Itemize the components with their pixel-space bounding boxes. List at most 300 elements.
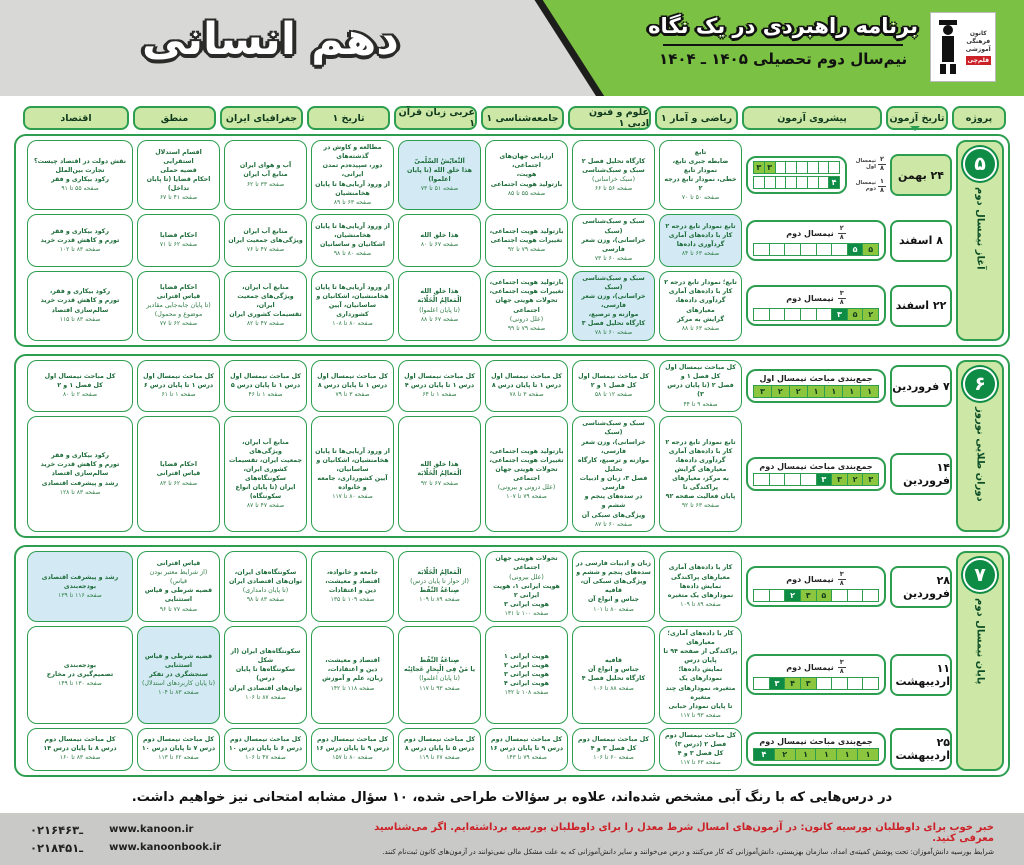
- progress-cell: ۳: [753, 161, 765, 174]
- subject-line: کل مباحث نیمسال اول: [143, 373, 214, 381]
- subject-cell-jameeshenasi: [485, 416, 568, 532]
- subject-line: آیین کشورداری، جامعه و خانواده: [317, 475, 388, 492]
- page-ref: صفحه ۵۶ تا ۶۶: [594, 185, 633, 193]
- subject-line: نمایش داده‌ها: [679, 582, 722, 590]
- subject-line: درس ۵ تا پایان درس ۸: [404, 745, 475, 753]
- subject-line: گردآوری داده‌ها، معیارهای گرایش: [674, 456, 727, 473]
- project-number-badge: ۷: [963, 558, 997, 592]
- exam-date-box: ۱۴ فروردین: [890, 453, 952, 495]
- progress-column: [746, 551, 886, 621]
- subject-line: هویت ایرانی ۴: [504, 679, 549, 687]
- page-ref: صفحه ۵۰ تا ۷۰: [681, 194, 720, 202]
- page-ref: صفحه ۶۲ تا ۷۷: [159, 320, 198, 328]
- table-row: [20, 360, 952, 412]
- subject-line: درس ۶ تا پایان درس ۱۰: [228, 745, 303, 753]
- progress-cell: ۳: [800, 677, 817, 690]
- progress-bar: [753, 677, 879, 690]
- subject-line: (علل درونی): [509, 315, 544, 323]
- page-ref: صفحه ۶۰ تا ۸۷: [594, 520, 633, 528]
- subject-cell-geography: [224, 416, 307, 532]
- progress-box: [746, 156, 847, 194]
- column-header-progress: پیشروی آزمون: [742, 106, 882, 130]
- table-row: [20, 416, 952, 532]
- subject-line: قیاس اقترانی: [156, 292, 201, 300]
- subject-line: بازتولید هویت اجتماعی،: [489, 279, 564, 287]
- progress-box: [746, 457, 886, 491]
- subject-line: تورم و کاهش قدرت خرید: [40, 236, 120, 244]
- subject-line: فصل ۲ (تا پایان درس ۳): [667, 382, 734, 399]
- subject-cell-eghtesad: [27, 551, 133, 621]
- progress-cell: ۲: [771, 385, 790, 398]
- progress-column: [746, 416, 886, 532]
- progress-bar: [753, 308, 879, 321]
- progress-cell: ۲: [784, 589, 801, 602]
- page-ref: صفحه ۷۹ تا ۱۴۳: [506, 754, 547, 762]
- subject-line: کل فصل ۱ و ۲: [590, 382, 637, 390]
- exam-date-box: ۲۸ فروردین: [890, 566, 952, 608]
- page-ref: صفحه ۶۷ تا ۸۸: [420, 315, 459, 323]
- progress-cell: [816, 677, 833, 690]
- subject-line: خراسانی)، وزن شعر فارسی،: [581, 438, 646, 455]
- subject-cell-jameeshenasi: [485, 626, 568, 724]
- subject-cell-tarikh: [311, 626, 394, 724]
- progress-caption: [753, 225, 879, 241]
- progress-cell: [828, 161, 840, 174]
- subject-cell-arabic: [398, 728, 481, 771]
- subject-line: کل مباحث نیمسال اول: [44, 373, 116, 381]
- project-section: [14, 134, 1010, 347]
- subject-line: کل مباحث نیمسال دوم: [403, 736, 476, 744]
- subject-line: رشد و پیشرفت اقتصادی: [41, 573, 119, 581]
- subject-line: سده‌های پنجم و ششم و: [576, 569, 651, 576]
- progress-bar: [753, 176, 840, 189]
- subject-line: بازتولید هویت اجتماعی،: [489, 447, 564, 455]
- subject-line: هویت،: [516, 171, 537, 179]
- progress-bar: [753, 385, 879, 398]
- page-ref: صفحه ۸۳ تا ۱۲۸: [59, 488, 101, 496]
- project-column: [956, 140, 1004, 341]
- subject-line: کل مباحث نیمسال دوم: [316, 736, 389, 744]
- subject-line: زبان و ادبیات فارسی در: [576, 559, 651, 567]
- subject-line: ضابطه جبری تابع، نمودار تابع: [672, 157, 729, 174]
- page-ref: صفحه ۶۷ تا ۸۰: [420, 241, 459, 249]
- subject-line: یا مَنْ فِی الْبِحارِ عَجائِبُه: [403, 666, 476, 674]
- page-ref: صفحه ۷۹ تا ۱۰۷: [506, 493, 547, 501]
- subject-line: تصمیم‌گیری در مخارج: [46, 670, 114, 678]
- subject-line: کار با داده‌های آماری: [668, 564, 733, 572]
- subject-line: خطی، نمودار تابع درجه ۲: [664, 175, 737, 193]
- subject-cell-jameeshenasi: [485, 728, 568, 771]
- subject-line: احکام قضایا (تا پایان تداخل): [146, 175, 211, 193]
- table-row: [20, 271, 952, 341]
- subject-line: دین و اعتقادات: [328, 587, 377, 595]
- subject-line: جمعیت ایران، تقسیمات: [228, 456, 303, 464]
- column-header-math: ریاضی و آمار ۱: [655, 106, 738, 130]
- header-titles: [648, 12, 918, 68]
- subject-cell-geography: [224, 728, 307, 771]
- subject-line: تجارت بین‌الملل: [55, 166, 105, 174]
- page-ref: صفحه ۱۱۸ تا ۱۴۲: [330, 684, 375, 692]
- subject-line: کل فصل ۳ و ۴: [590, 745, 637, 753]
- website-link[interactable]: www.kanoon.ir: [109, 824, 194, 836]
- subject-cell-oloum-fonoon: [572, 140, 655, 210]
- subject-line: اقتصاد و معیشت،: [325, 578, 380, 586]
- progress-cell: [816, 243, 833, 256]
- project-number-badge: ۶: [963, 367, 997, 401]
- subject-line: تحولات هویتی جهان اجتماعی: [495, 465, 558, 482]
- progress-cell: ۳: [862, 473, 879, 486]
- page-ref: صفحه ۸۰ تا ۱۵۷: [332, 754, 373, 762]
- subject-cell-eghtesad: [27, 271, 133, 341]
- project-section: [14, 354, 1010, 538]
- progress-caption-text: جمع‌بندی مباحث نیمسال دوم: [759, 737, 873, 747]
- website-link[interactable]: www.kanoonbook.ir: [109, 842, 222, 854]
- subject-line: (سبک خراسانی): [591, 175, 636, 183]
- subject-cell-tarikh: [311, 360, 394, 412]
- subject-line: ساسانیان، آیین کشورداری: [328, 302, 377, 319]
- subject-line: جناس و انواع آن: [587, 596, 640, 604]
- project-label: پایان نیمسال دوم: [974, 598, 986, 685]
- subject-line: (تا پایان کاربردهای استدلال): [141, 679, 216, 687]
- subject-line: قضیه شرطی و قیاس استثنایی: [144, 652, 213, 669]
- page-ref: صفحه ۳ تا ۷۸: [509, 391, 544, 399]
- progress-caption: [753, 374, 879, 383]
- subject-cell-tarikh: [311, 271, 394, 341]
- subject-line: جامعه و خانواده،: [326, 569, 379, 576]
- subject-line: درس ۸ تا پایان درس ۱۴: [43, 745, 117, 753]
- exam-date-box: ۲۲ اسفند: [890, 285, 952, 327]
- progress-cell: [753, 677, 770, 690]
- subject-cell-tarikh: [311, 214, 394, 266]
- progress-cell: ۱: [857, 748, 879, 761]
- subject-line: هویت ایرانی ۱، هویت ایرانی ۲: [493, 582, 560, 599]
- progress-cell: [800, 473, 817, 486]
- subject-line: کارگاه تحلیل فصل ۲: [581, 157, 646, 165]
- page-ref: صفحه ۹ تا ۴۴: [683, 400, 718, 408]
- subject-line: گردآوری داده‌ها، معیارهای: [675, 297, 726, 314]
- subject-line: احکام قضایا: [160, 461, 197, 469]
- subject-cell-arabic: [398, 140, 481, 210]
- progress-caption-text: جمع‌بندی مباحث نیمسال اول: [759, 374, 873, 384]
- subject-line: درس ۹ تا پایان درس ۱۶: [315, 745, 390, 753]
- subject-cell-mantegh: [137, 416, 220, 532]
- subject-cell-arabic: [398, 360, 481, 412]
- subject-line: سبک و سبک‌شناسی (سبک: [582, 420, 645, 437]
- page-ref: صفحه ۹۳ تا ۱۱۷: [680, 711, 721, 719]
- subject-line: معیارهای پراکندگی: [670, 573, 731, 581]
- subject-line: تغییرات هویت اجتماعی،: [489, 288, 564, 296]
- fraction: $\frac{۳}{۸}$: [839, 570, 844, 587]
- subject-line: اشکانیان و ساسانیان: [319, 241, 386, 249]
- subject-line: اَلتَّعایُشُ السِّلْمیّ: [414, 157, 465, 165]
- logo-line: فرهنگی: [966, 37, 991, 45]
- progress-bar: [753, 748, 879, 761]
- subject-line: سبک و سبک‌شناسی: [582, 166, 645, 174]
- subject-line: سکونتگاه‌ها تا پایان درس): [235, 666, 296, 683]
- progress-bar: [753, 161, 840, 174]
- subject-cell-eghtesad: [27, 214, 133, 266]
- subject-line: درس ۱ تا پایان درس ۶: [143, 382, 214, 390]
- subject-line: اَلْمَعالِمُ الْخَلّابَة: [417, 297, 462, 305]
- progress-cell: ۵: [816, 589, 833, 602]
- page-ref: صفحه ۶۷ تا ۱۱۹: [419, 754, 460, 762]
- subject-line: در سده‌های پنجم و ششم و: [584, 493, 643, 510]
- progress-column: [746, 626, 886, 724]
- subject-line: رکود بیکاری و فقر: [51, 175, 109, 183]
- progress-fraction-label: [850, 156, 886, 172]
- progress-caption-text: نیمسال دوم: [786, 662, 834, 672]
- subject-line: (تا پایان دامداری): [242, 587, 289, 595]
- subject-cell-oloum-fonoon: [572, 360, 655, 412]
- header: [0, 0, 1024, 96]
- subject-cell-geography: [224, 551, 307, 621]
- subject-line: ویژگی‌های سبکی آن، قافیه: [580, 578, 647, 595]
- page-ref: صفحه ۴۷ تا ۸۷: [246, 502, 285, 510]
- page-ref: صفحه ۸۹ تا ۱۰۹: [419, 596, 460, 604]
- subject-cell-arabic: [398, 626, 481, 724]
- progress-cell: [784, 308, 801, 321]
- footer-messages: [354, 822, 994, 856]
- progress-cell: ۲: [774, 748, 796, 761]
- subject-line: رشد و پیشرفت اقتصادی: [41, 479, 119, 487]
- subject-line: تابع نمودار تابع درجه ۲: [665, 223, 736, 230]
- progress-caption-text: نیمسال دوم: [786, 574, 834, 584]
- progress-column: [746, 214, 886, 266]
- table-row: [20, 140, 952, 210]
- footer-bar: [0, 813, 1024, 865]
- subject-line: سبک و سبک‌شناسی (سبک: [582, 274, 645, 291]
- subject-line: پراکندگی از صفحه ۹۴ تا پایان درس: [663, 648, 738, 665]
- subject-line: درس ۱ تا پایان درس ۸: [491, 382, 562, 390]
- progress-cell: ۱: [807, 385, 826, 398]
- project-number-badge: ۵: [963, 147, 997, 181]
- subject-cell-eghtesad: [27, 360, 133, 412]
- subject-line: آب و هوای ایران: [239, 162, 292, 170]
- semester-label: نیمسال اول: [855, 158, 877, 171]
- column-header-exam-date: تاریخ آزمون: [886, 106, 948, 130]
- page-ref: صفحه ۱۳۰ تا ۱۴۹: [58, 679, 102, 687]
- project-label: آغاز نیمسال دوم: [974, 187, 986, 270]
- progress-cell: ۳: [816, 473, 833, 486]
- contact-row: [30, 841, 221, 855]
- subject-line: کار با داده‌های آماری؛ معیارهای: [667, 629, 734, 646]
- subject-line: موازنه و ترصیع، کارگاه تحلیل: [577, 456, 650, 473]
- progress-caption-text: نیمسال دوم: [786, 228, 834, 238]
- page-ref: صفحه ۸۰ تا ۱۰۸: [332, 320, 373, 328]
- subject-line: هخامنشیان، اشکانیان و ساسانیان،: [316, 456, 389, 473]
- progress-caption: [753, 659, 879, 675]
- progress-bar: [753, 589, 879, 602]
- subject-cell-eghtesad: [27, 416, 133, 532]
- progress-caption: [753, 737, 879, 746]
- progress-caption: [753, 571, 879, 587]
- subject-line: درس ۹ تا پایان درس ۱۶: [489, 745, 564, 753]
- table-row: [20, 728, 952, 771]
- progress-cell: [784, 473, 801, 486]
- page-ref: صفحه ۸۸ تا ۱۰۶: [593, 684, 634, 692]
- grade-title: دهم انسانی: [141, 14, 399, 65]
- column-header-jameeshenasi: جامعه‌شناسی ۱: [481, 106, 564, 130]
- subject-line: رکود بیکاری و فقر،: [49, 288, 111, 296]
- progress-cell: ۴: [753, 748, 775, 761]
- progress-box: [746, 285, 886, 326]
- page-ref: صفحه ۵۵ تا ۸۵: [507, 189, 546, 197]
- subject-line: (از حوار تا پایان درس): [410, 578, 469, 586]
- page-ref: صفحه ۸۷ تا ۱۰۶: [245, 693, 286, 701]
- subject-cell-oloum-fonoon: [572, 626, 655, 724]
- subject-line: تابع نمودار تابع درجه ۲: [665, 438, 736, 446]
- subject-line: تقسیمات کشوری ایران: [229, 311, 302, 319]
- progress-cell: [753, 589, 770, 602]
- project-rows: [20, 360, 952, 532]
- page-ref: صفحه ۴۷ تا ۱۰۶: [245, 754, 286, 762]
- subject-line: هویت ایرانی ۲: [504, 661, 549, 669]
- subject-line: درس ۱ تا پایان درس ۴: [404, 382, 475, 390]
- subject-line: منابع آب ایران، ویژگی‌های: [242, 438, 289, 455]
- blue-cells-note: در درس‌هایی که با رنگ آبی مشخص شده‌اند، علاوه بر سؤالات طراحی شده، ۱۰ سؤال مشابه امتحانی نیز خواهیم داشت.: [131, 789, 893, 805]
- subject-line: از ورود آریایی‌ها تا پایان: [315, 283, 390, 291]
- progress-cell: ۲: [847, 473, 864, 486]
- progress-cell: ۳: [764, 161, 776, 174]
- column-header-eghtesad: اقتصاد: [23, 106, 129, 130]
- subject-line: هذا خلق الله: [420, 461, 459, 469]
- subject-line: تحولات هویتی جهان اجتماعی: [495, 555, 558, 572]
- column-header-mantegh: منطق: [133, 106, 216, 130]
- poster-title: برنامه راهبردی در یک نگاه: [648, 14, 918, 38]
- column-headers-row: [14, 106, 1010, 130]
- header-brand-block: [648, 12, 996, 82]
- subject-line: هذا خلق الله: [420, 288, 459, 296]
- subject-line: قیاس اقترانی: [156, 559, 201, 567]
- subject-line: احکام قضایا: [160, 283, 197, 291]
- subject-line: کار با داده‌های آماری: [668, 447, 733, 455]
- subject-line: (تا پایان اعلموا): [419, 306, 460, 314]
- subject-line: درس ۱ تا پایان درس ۵: [230, 382, 301, 390]
- scholarship-terms: شرایط بورسیه دانش‌آموزان: تحت پوشش کمیته‌ی امداد، سازمان بهزیستی، دانش‌آموزانی که کار می‌کنند و درس می‌خوانند و سایر دانش‌آموزانی که به علت مشکل مالی نمی‌توانند در آزمون‌های کانون ثبت‌نام کنند.: [382, 847, 994, 856]
- subject-line: فصل ۳، زبان و ادبیات فارسی: [579, 475, 648, 492]
- subject-line: کل مباحث نیمسال اول: [665, 364, 736, 372]
- subject-cell-arabic: [398, 271, 481, 341]
- page-ref: صفحه ۱۲ تا ۵۸: [594, 391, 633, 399]
- subject-cell-oloum-fonoon: [572, 728, 655, 771]
- page-ref: صفحه ۸۰ تا ۱۰۱: [593, 605, 634, 613]
- subject-line: کل فصل ۳ و ۴: [677, 749, 724, 757]
- progress-column: [746, 140, 886, 210]
- page-ref: صفحه ۶۲ تا ۷۱: [159, 241, 198, 249]
- subject-line: منابع آب ایران: [243, 227, 288, 235]
- progress-cell: ۳: [753, 385, 772, 398]
- progress-cell: ۳: [800, 589, 817, 602]
- subject-cell-oloum-fonoon: [572, 214, 655, 266]
- subject-cell-math: [659, 214, 742, 266]
- subject-line: کل مباحث نیمسال اول: [404, 373, 475, 381]
- subject-line: ویژگی‌های سبکی آن: [581, 511, 646, 519]
- subject-cell-math: [659, 626, 742, 724]
- subject-cell-mantegh: [137, 728, 220, 771]
- subject-line: کل فصل ۱ و ۲: [57, 382, 103, 390]
- page-ref: صفحه ۴۷ تا ۷۶: [246, 245, 285, 253]
- subject-line: هذا خلق الله (تا پایان اعلموا): [406, 166, 473, 183]
- logo-badge: قلم‌چی: [967, 56, 989, 64]
- title-divider: [663, 44, 903, 46]
- subject-line: بودجه‌بندی: [63, 582, 97, 590]
- table-row: [20, 214, 952, 266]
- subject-line: اقسام استدلال استقرایی: [155, 148, 202, 165]
- progress-bar: [753, 243, 879, 256]
- page-ref: صفحه ۷۹ تا ۹۲: [507, 245, 546, 253]
- progress-cell: ۴: [784, 677, 801, 690]
- progress-cell: ۱: [815, 748, 837, 761]
- subject-cell-mantegh: [137, 214, 220, 266]
- page-ref: صفحه ۶۰ تا ۷۸: [594, 329, 633, 337]
- page-ref: صفحه ۸۳ تا ۱۰۴: [158, 689, 199, 697]
- subject-line: خراسانی)، وزن شعر فارسی: [581, 236, 646, 253]
- page-ref: صفحه ۶۳ تا ۸۸: [681, 324, 720, 332]
- subject-cell-tarikh: [311, 416, 394, 532]
- subject-line: مطالعه و کاوش در گذشته‌های: [323, 144, 382, 161]
- subject-cell-geography: [224, 271, 307, 341]
- subject-cell-oloum-fonoon: [572, 551, 655, 621]
- page-ref: صفحه ۱ تا ۶۱: [161, 391, 196, 399]
- progress-cell: [769, 308, 786, 321]
- subject-line: قافیه: [605, 657, 622, 665]
- column-header-oloum-fonoon: علوم و فنون ادبی ۱: [568, 106, 651, 130]
- page-ref: صفحه ۲ تا ۸۰: [62, 391, 98, 399]
- fraction: $\frac{۳}{۸}$: [839, 658, 844, 675]
- page-ref: صفحه ۵۵ تا ۹۱: [61, 185, 99, 193]
- progress-column: [746, 360, 886, 412]
- schedule-table: [0, 96, 1024, 813]
- progress-cell: [816, 308, 833, 321]
- column-header-geography: جغرافیای ایران: [220, 106, 303, 130]
- subject-line: احکام قضایا: [160, 232, 197, 240]
- exam-date-box: ۲۴ بهمن: [890, 154, 952, 196]
- page-ref: صفحه ۶۳ تا ۸۹: [333, 198, 372, 206]
- subject-cell-arabic: [398, 551, 481, 621]
- progress-cell: [831, 243, 848, 256]
- page-ref: صفحه ۱۰۰ تا ۱۳۱: [504, 610, 549, 618]
- subject-cell-arabic: [398, 416, 481, 532]
- subject-line: (تا پایان اعلموا): [419, 675, 460, 683]
- progress-cell: ۲: [862, 308, 879, 321]
- progress-cell: ۵: [862, 243, 879, 256]
- page-ref: صفحه ۷۹ تا ۹۹: [507, 324, 546, 332]
- subject-line: کل مباحث نیمسال اول: [230, 373, 301, 381]
- subject-cell-geography: [224, 140, 307, 210]
- subject-line: کل فصل ۱ و: [680, 373, 721, 381]
- subject-cell-geography: [224, 214, 307, 266]
- subject-line: کل مباحث نیمسال دوم: [142, 736, 215, 744]
- subject-cell-oloum-fonoon: [572, 416, 655, 532]
- subject-line: هخامنشیان، اشکانیان و: [316, 292, 389, 300]
- progress-caption-text: جمع‌بندی مباحث نیمسال دوم: [759, 462, 873, 472]
- page-ref: صفحه ۴۷ تا ۸۲: [246, 320, 285, 328]
- page-ref: صفحه ۸۳ تا ۱۱۵: [59, 315, 101, 323]
- subject-line: منابع آب ایران: [243, 171, 288, 179]
- subject-line: توان‌های اقتصادی ایران: [228, 684, 303, 692]
- subject-line: ویژگی‌های جمعیت ایران،: [237, 292, 294, 309]
- progress-cell: ۴: [828, 176, 840, 189]
- project-rows: [20, 551, 952, 770]
- scholarship-headline: خبر خوب برای داوطلبان بورسیه کانون: در آزمون‌های امسال شرط معدل را برای داوطلبان بورسیه برداشته‌ایم. اگر می‌شناسید معرفی کنید.: [374, 821, 994, 844]
- fraction: $\frac{۲}{۸}$: [880, 155, 884, 172]
- progress-column: [746, 271, 886, 341]
- subject-line: صِناعَةُ النِّفْط: [419, 657, 460, 665]
- progress-cell: [831, 589, 848, 602]
- phone-number: ۰۲۱ـ۸۴۵۱: [30, 840, 84, 855]
- subject-line: هذا خلق الله: [420, 232, 459, 240]
- page-ref: صفحه ۶۰ تا ۷۳: [594, 254, 633, 262]
